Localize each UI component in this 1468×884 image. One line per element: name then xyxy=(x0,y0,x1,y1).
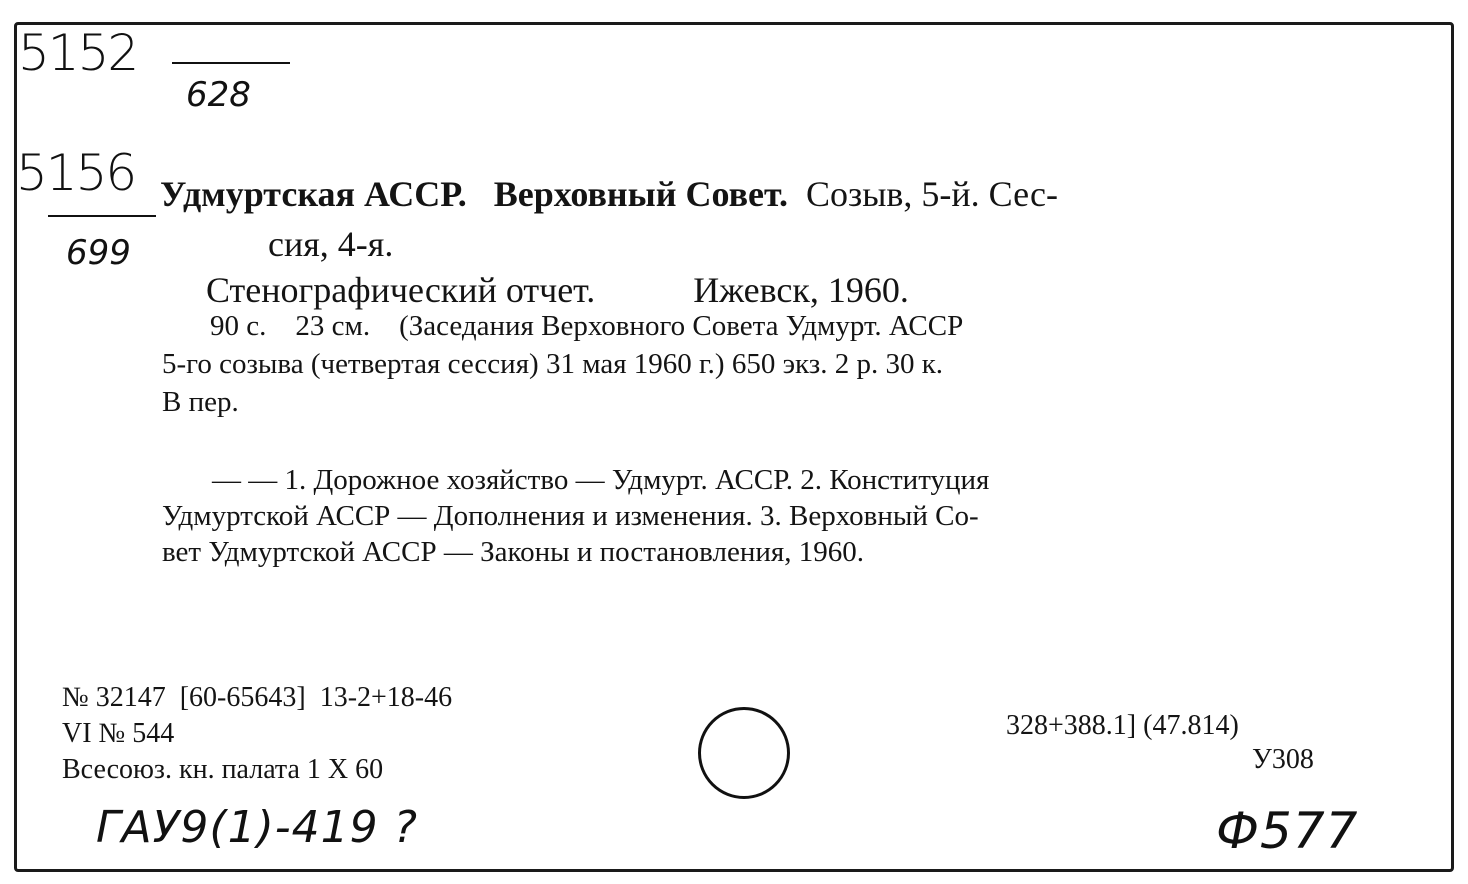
classification: 328+388.1] (47.814) xyxy=(1006,710,1239,741)
footer-left-line-3: Всесоюз. кн. палата 1 X 60 xyxy=(62,754,384,785)
footer-left-line-2: VI № 544 xyxy=(62,718,175,749)
heading-rest: Созыв, 5-й. Сес- xyxy=(805,174,1058,214)
handwritten-code-1: 5152 xyxy=(18,24,138,82)
heading-line-1 xyxy=(160,176,1058,212)
heading-line-2: сия, 4-я. xyxy=(268,224,394,264)
subjects-line-2: Удмуртской АССР — Дополнения и изменения. 3. Верховный Со- xyxy=(162,500,979,532)
subjects-line-3: вет Удмуртской АССР — Законы и постановления, 1960. xyxy=(162,536,864,568)
handwritten-rule-2 xyxy=(48,215,156,217)
description-line-2: 5-го созыва (четвертая сессия) 31 мая 1960 г.) 650 экз. 2 р. 30 к. xyxy=(162,348,944,380)
handwritten-code-2-sub: 699 xyxy=(66,233,131,273)
description-line-3: В пер. xyxy=(162,386,239,418)
description-line-1: 90 с. 23 см. (Заседания Верховного Совета Удмурт. АССР xyxy=(210,310,964,342)
place-year: Ижевск, 1960. xyxy=(693,270,909,310)
stamp-circle xyxy=(698,707,790,799)
subjects-line-1: — — 1. Дорожное хозяйство — Удмурт. АССР. 2. Конституция xyxy=(212,464,990,496)
handwritten-shelf-mark: Ф577 xyxy=(1216,802,1359,860)
handwritten-rule-1 xyxy=(172,62,290,64)
footer-left-line-1: № 32147 [60-65643] 13-2+18-46 xyxy=(62,682,453,713)
handwritten-archive-ref: ГАУ9(1)-419 ? xyxy=(96,802,418,853)
title-text: Стенографический отчет. xyxy=(206,270,596,310)
handwritten-code-1-sub: 628 xyxy=(186,75,251,115)
heading-org: Удмуртская АССР. xyxy=(160,174,467,214)
title-line xyxy=(206,272,909,308)
index-code: У308 xyxy=(1252,744,1314,775)
heading-body: Верховный Совет. xyxy=(493,174,788,214)
handwritten-code-2: 5156 xyxy=(16,144,136,202)
